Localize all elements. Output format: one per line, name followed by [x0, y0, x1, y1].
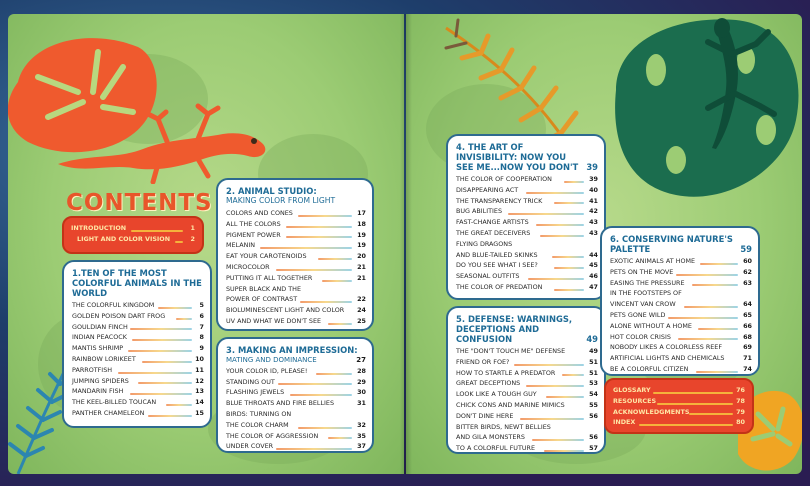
- toc-entry[interactable]: GOLDEN POISON DART FROG 6: [72, 311, 204, 320]
- toc-entry[interactable]: INDEX 80: [613, 418, 745, 427]
- toc-entry[interactable]: INTRODUCTION 1: [71, 224, 195, 232]
- toc-entry[interactable]: ALL THE COLORS 18: [226, 219, 366, 228]
- toc-entry[interactable]: LOOK LIKE A TOUGH GUY 54: [456, 390, 598, 399]
- toc-entry[interactable]: LIGHT AND COLOR VISION 2: [77, 234, 195, 243]
- toc-entry[interactable]: THE TRANSPARENCY TRICK 41: [456, 196, 598, 205]
- toc-entry[interactable]: SEASONAL OUTFITS 46: [456, 272, 598, 281]
- toc-entry[interactable]: TO A COLORFUL FUTURE 57: [456, 444, 598, 453]
- section-heading[interactable]: 1.TEN OF THE MOST COLORFUL ANIMALS IN THE WORLD: [72, 268, 202, 298]
- section-heading[interactable]: 5. DEFENSE: WARNINGS, DECEPTIONS AND CONFUSION 49: [456, 314, 598, 344]
- toc-entry[interactable]: FAST-CHANGE ARTISTS 43: [456, 218, 598, 227]
- toc-entry[interactable]: GLOSSARY 76: [613, 386, 745, 394]
- toc-entry[interactable]: PARROTFISH 11: [72, 365, 204, 374]
- toc-entry[interactable]: BLUE THROATS AND FIRE BELLIES 31: [226, 399, 366, 408]
- backmatter-panel: [604, 378, 754, 434]
- toc-entry[interactable]: PANTHER CHAMELEON 15: [72, 408, 204, 417]
- toc-entry[interactable]: BE A COLORFUL CITIZEN 74: [610, 364, 752, 373]
- toc-entry[interactable]: THE COLOR OF COOPERATION 39: [456, 175, 598, 183]
- toc-entry[interactable]: NOBODY LIKES A COLORLESS REEF 69: [610, 343, 752, 352]
- section-subheading[interactable]: MATING AND DOMINANCE 27: [226, 356, 366, 364]
- toc-entry[interactable]: THE COLOR CHARM 32: [226, 420, 366, 429]
- toc-entry[interactable]: IN THE FOOTSTEPS OF: [610, 289, 682, 298]
- section-subheading: MAKING COLOR FROM LIGHT: [226, 196, 336, 205]
- toc-entry[interactable]: DISAPPEARING ACT 40: [456, 185, 598, 194]
- book-spread: [8, 14, 802, 474]
- toc-entry[interactable]: EXOTIC ANIMALS AT HOME 60: [610, 257, 752, 265]
- toc-entry[interactable]: THE COLOR OF PREDATION 47: [456, 282, 598, 291]
- toc-entry[interactable]: MANTIS SHRIMP 9: [72, 344, 204, 353]
- toc-entry[interactable]: GOULDIAN FINCH 7: [72, 322, 204, 331]
- toc-entry[interactable]: SUPER BLACK AND THE: [226, 284, 301, 293]
- toc-entry[interactable]: EASING THE PRESSURE 63: [610, 278, 752, 287]
- toc-entry[interactable]: FRIEND OR FOE? 51: [456, 357, 598, 366]
- book-gutter: [400, 14, 412, 474]
- left-page: [8, 14, 404, 474]
- toc-entry[interactable]: RESOURCES 78: [613, 396, 745, 405]
- toc-entry[interactable]: THE COLOR OF AGGRESSION 35: [226, 431, 366, 440]
- section-heading[interactable]: 3. MAKING AN IMPRESSION:: [226, 345, 358, 355]
- intro-panel: [62, 216, 204, 254]
- section-3-panel: [216, 337, 374, 453]
- toc-entry[interactable]: STANDING OUT 29: [226, 377, 366, 386]
- toc-entry[interactable]: AND GILA MONSTERS 56: [456, 433, 598, 442]
- toc-entry[interactable]: MANDARIN FISH 13: [72, 387, 204, 396]
- toc-entry[interactable]: HOW TO STARTLE A PREDATOR 51: [456, 368, 598, 377]
- lizard-icon: [656, 14, 802, 154]
- toc-entry[interactable]: BIOLUMINESCENT LIGHT AND COLOR 24: [226, 306, 366, 315]
- toc-entry[interactable]: PUTTING IT ALL TOGETHER 21: [226, 273, 366, 282]
- toc-entry[interactable]: POWER OF CONTRAST 22: [226, 295, 366, 304]
- toc-entry[interactable]: DO YOU SEE WHAT I SEE? 45: [456, 261, 598, 270]
- section-1-panel: [62, 260, 212, 428]
- toc-entry[interactable]: ARTIFICIAL LIGHTS AND CHEMICALS 71: [610, 354, 752, 363]
- contents-title: CONTENTS: [66, 190, 213, 216]
- toc-entry[interactable]: THE GREAT DECEIVERS 43: [456, 228, 598, 237]
- toc-entry[interactable]: THE KEEL-BILLED TOUCAN 14: [72, 398, 204, 407]
- section-heading[interactable]: 2. ANIMAL STUDIO:: [226, 186, 317, 196]
- toc-entry[interactable]: HOT COLOR CRISIS 68: [610, 332, 752, 341]
- toc-entry[interactable]: AND BLUE-TAILED SKINKS 44: [456, 250, 598, 259]
- toc-entry[interactable]: PETS ON THE MOVE 62: [610, 267, 752, 276]
- toc-entry[interactable]: CHICK CONS AND MARINE MIMICS 55: [456, 400, 598, 409]
- toc-entry[interactable]: GREAT DECEPTIONS 53: [456, 379, 598, 388]
- gecko-icon: [48, 64, 278, 184]
- section-heading[interactable]: 6. CONSERVING NATURE'S PALETTE 59: [610, 234, 752, 254]
- toc-entry[interactable]: UNDER COVER 37: [226, 442, 366, 451]
- toc-entry[interactable]: PETS GONE WILD 65: [610, 310, 752, 319]
- toc-entry[interactable]: PIGMENT POWER 19: [226, 230, 366, 239]
- toc-entry[interactable]: BUG ABILITIES 42: [456, 207, 598, 216]
- section-5-panel: [446, 306, 606, 454]
- toc-entry[interactable]: EAT YOUR CAROTENOIDS 20: [226, 252, 366, 261]
- section-6-panel: [600, 226, 760, 376]
- toc-entry[interactable]: MICROCOLOR 21: [226, 262, 366, 271]
- toc-entry[interactable]: INDIAN PEACOCK 8: [72, 333, 204, 342]
- toc-entry[interactable]: BIRDS: TURNING ON: [226, 409, 292, 418]
- right-page: [406, 14, 802, 474]
- section-2-panel: [216, 178, 374, 331]
- toc-entry[interactable]: JUMPING SPIDERS 12: [72, 376, 204, 385]
- toc-entry[interactable]: FLYING DRAGONS: [456, 239, 513, 248]
- toc-entry[interactable]: THE COLORFUL KINGDOM 5: [72, 301, 204, 309]
- toc-entry[interactable]: BITTER BIRDS, NEWT BELLIES: [456, 422, 551, 431]
- toc-entry[interactable]: FLASHING JEWELS 30: [226, 388, 366, 397]
- toc-entry[interactable]: RAINBOW LORIKEET 10: [72, 354, 204, 363]
- toc-entry[interactable]: ALONE WITHOUT A HOME 66: [610, 321, 752, 330]
- toc-entry[interactable]: THE "DON'T TOUCH ME" DEFENSE 49: [456, 347, 598, 355]
- section-heading[interactable]: 4. THE ART OF INVISIBILITY: NOW YOU SEE ME...NOW YOU DON'T 39: [456, 142, 598, 172]
- toc-entry[interactable]: MELANIN 19: [226, 241, 366, 250]
- toc-entry[interactable]: COLORS AND CONES 17: [226, 209, 366, 217]
- toc-entry[interactable]: DON'T DINE HERE 56: [456, 411, 598, 420]
- toc-entry[interactable]: YOUR COLOR ID, PLEASE! 28: [226, 366, 366, 375]
- toc-entry[interactable]: UV AND WHAT WE DON'T SEE 25: [226, 316, 366, 325]
- toc-entry[interactable]: VINCENT VAN CROW 64: [610, 300, 752, 309]
- section-4-panel: [446, 134, 606, 300]
- toc-entry[interactable]: ACKNOWLEDGMENTS 79: [613, 407, 745, 416]
